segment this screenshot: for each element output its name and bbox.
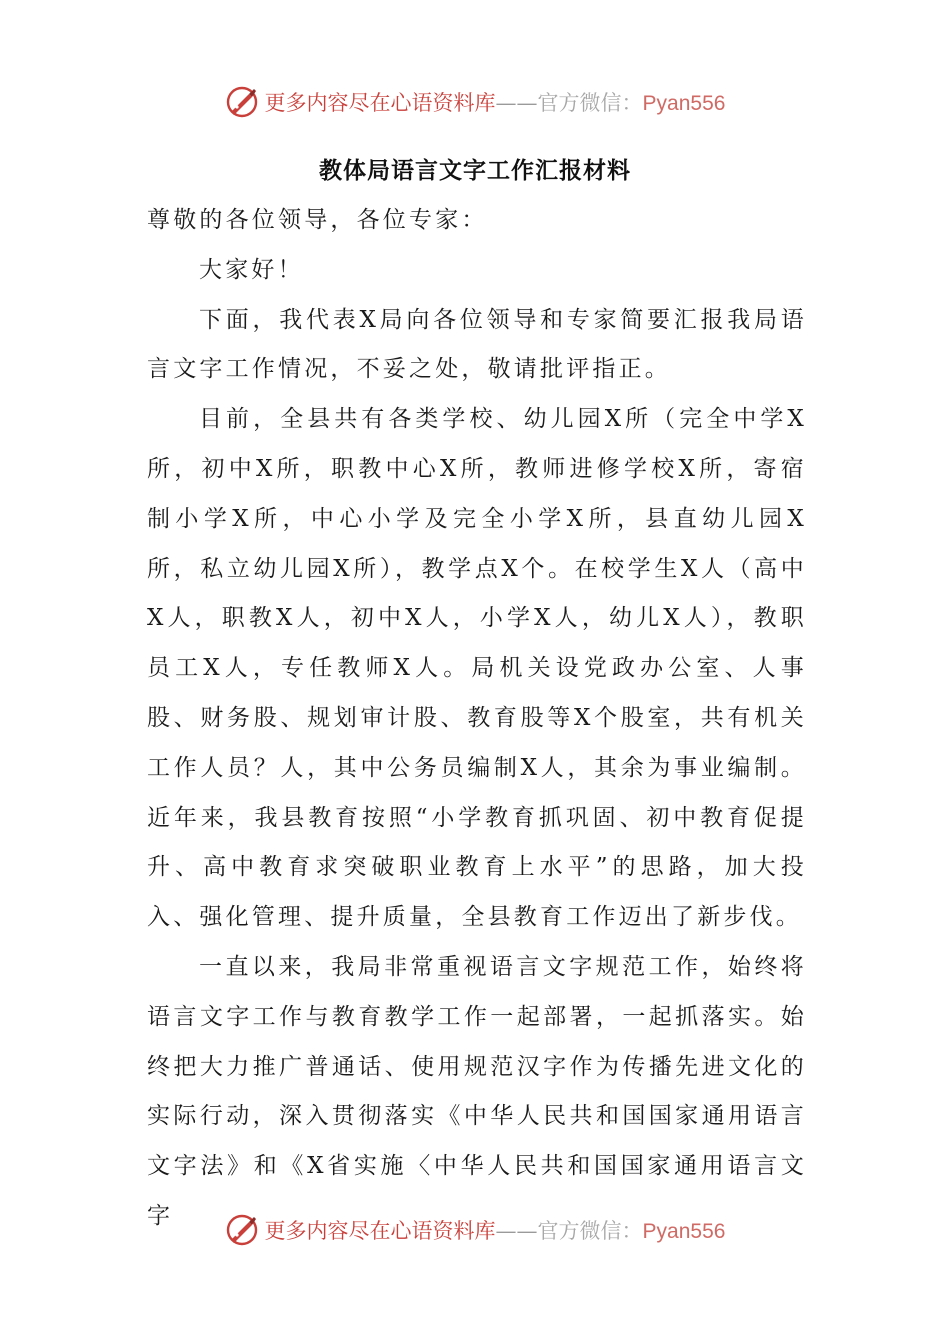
wechat-id: Pyan556 — [642, 1220, 726, 1243]
banner-dash: —— — [495, 91, 538, 115]
paragraph: 一直以来，我局非常重视语言文字规范工作，始终将语言文字工作与教育教学工作一起部署，一起抓落实。始终把大力推广普通话、使用规范汉字作为传播先进文化的实际行动，深入贯彻落实《中华人民共和国国家通用语言文字法》和《X省实施〈中华人民共和国国家通用语言文字 — [147, 953, 807, 1229]
wechat-label: 官方微信： — [537, 91, 643, 115]
watermark-text — [265, 87, 726, 117]
document-body — [147, 196, 807, 1242]
footer-watermark-banner — [0, 1210, 950, 1250]
wechat-id: Pyan556 — [642, 92, 726, 115]
salutation: 尊敬的各位领导，各位专家： — [147, 207, 488, 233]
banner-dash: —— — [495, 1219, 538, 1243]
brand-text: 更多内容尽在心语资料库 — [264, 91, 496, 115]
paragraph: 目前，全县共有各类学校、幼儿园X所（完全中学X所，初中X所，职教中心X所，教师进修学校X所，寄宿制小学X所，中心小学及完全小学X所，县直幼儿园X所，私立幼儿园X所），教学点X个。在校学生X人（高中X人，职教X人，初中X人，小学X人，幼儿X人），教职员工X人，专任教师X人。局机关设党政办公室、人事股、财务股、规划审计股、教育股等X个股室，共有机关工作人员？人，其中公务员编制X人，其余为事业编制。近年来，我县教育按照“小学教育抓巩固、初中教育促提升、高中教育求突破职业教育上水平”的思路，加大投入、强化管理、提升质量，全县教育工作迈出了新步伐。 — [147, 406, 807, 931]
watermark-text — [265, 1215, 726, 1245]
wechat-label: 官方微信： — [537, 1219, 643, 1243]
paragraph: 大家好！ — [199, 256, 304, 283]
pen-logo-icon — [225, 1213, 259, 1247]
brand-text: 更多内容尽在心语资料库 — [264, 1219, 496, 1243]
pen-logo-icon — [225, 85, 259, 119]
document-title: 教体局语言文字工作汇报材料 — [319, 158, 631, 184]
header-watermark-banner — [0, 82, 950, 122]
paragraph: 下面，我代表X局向各位领导和专家简要汇报我局语言文字工作情况，不妥之处，敬请批评指正。 — [147, 306, 807, 383]
